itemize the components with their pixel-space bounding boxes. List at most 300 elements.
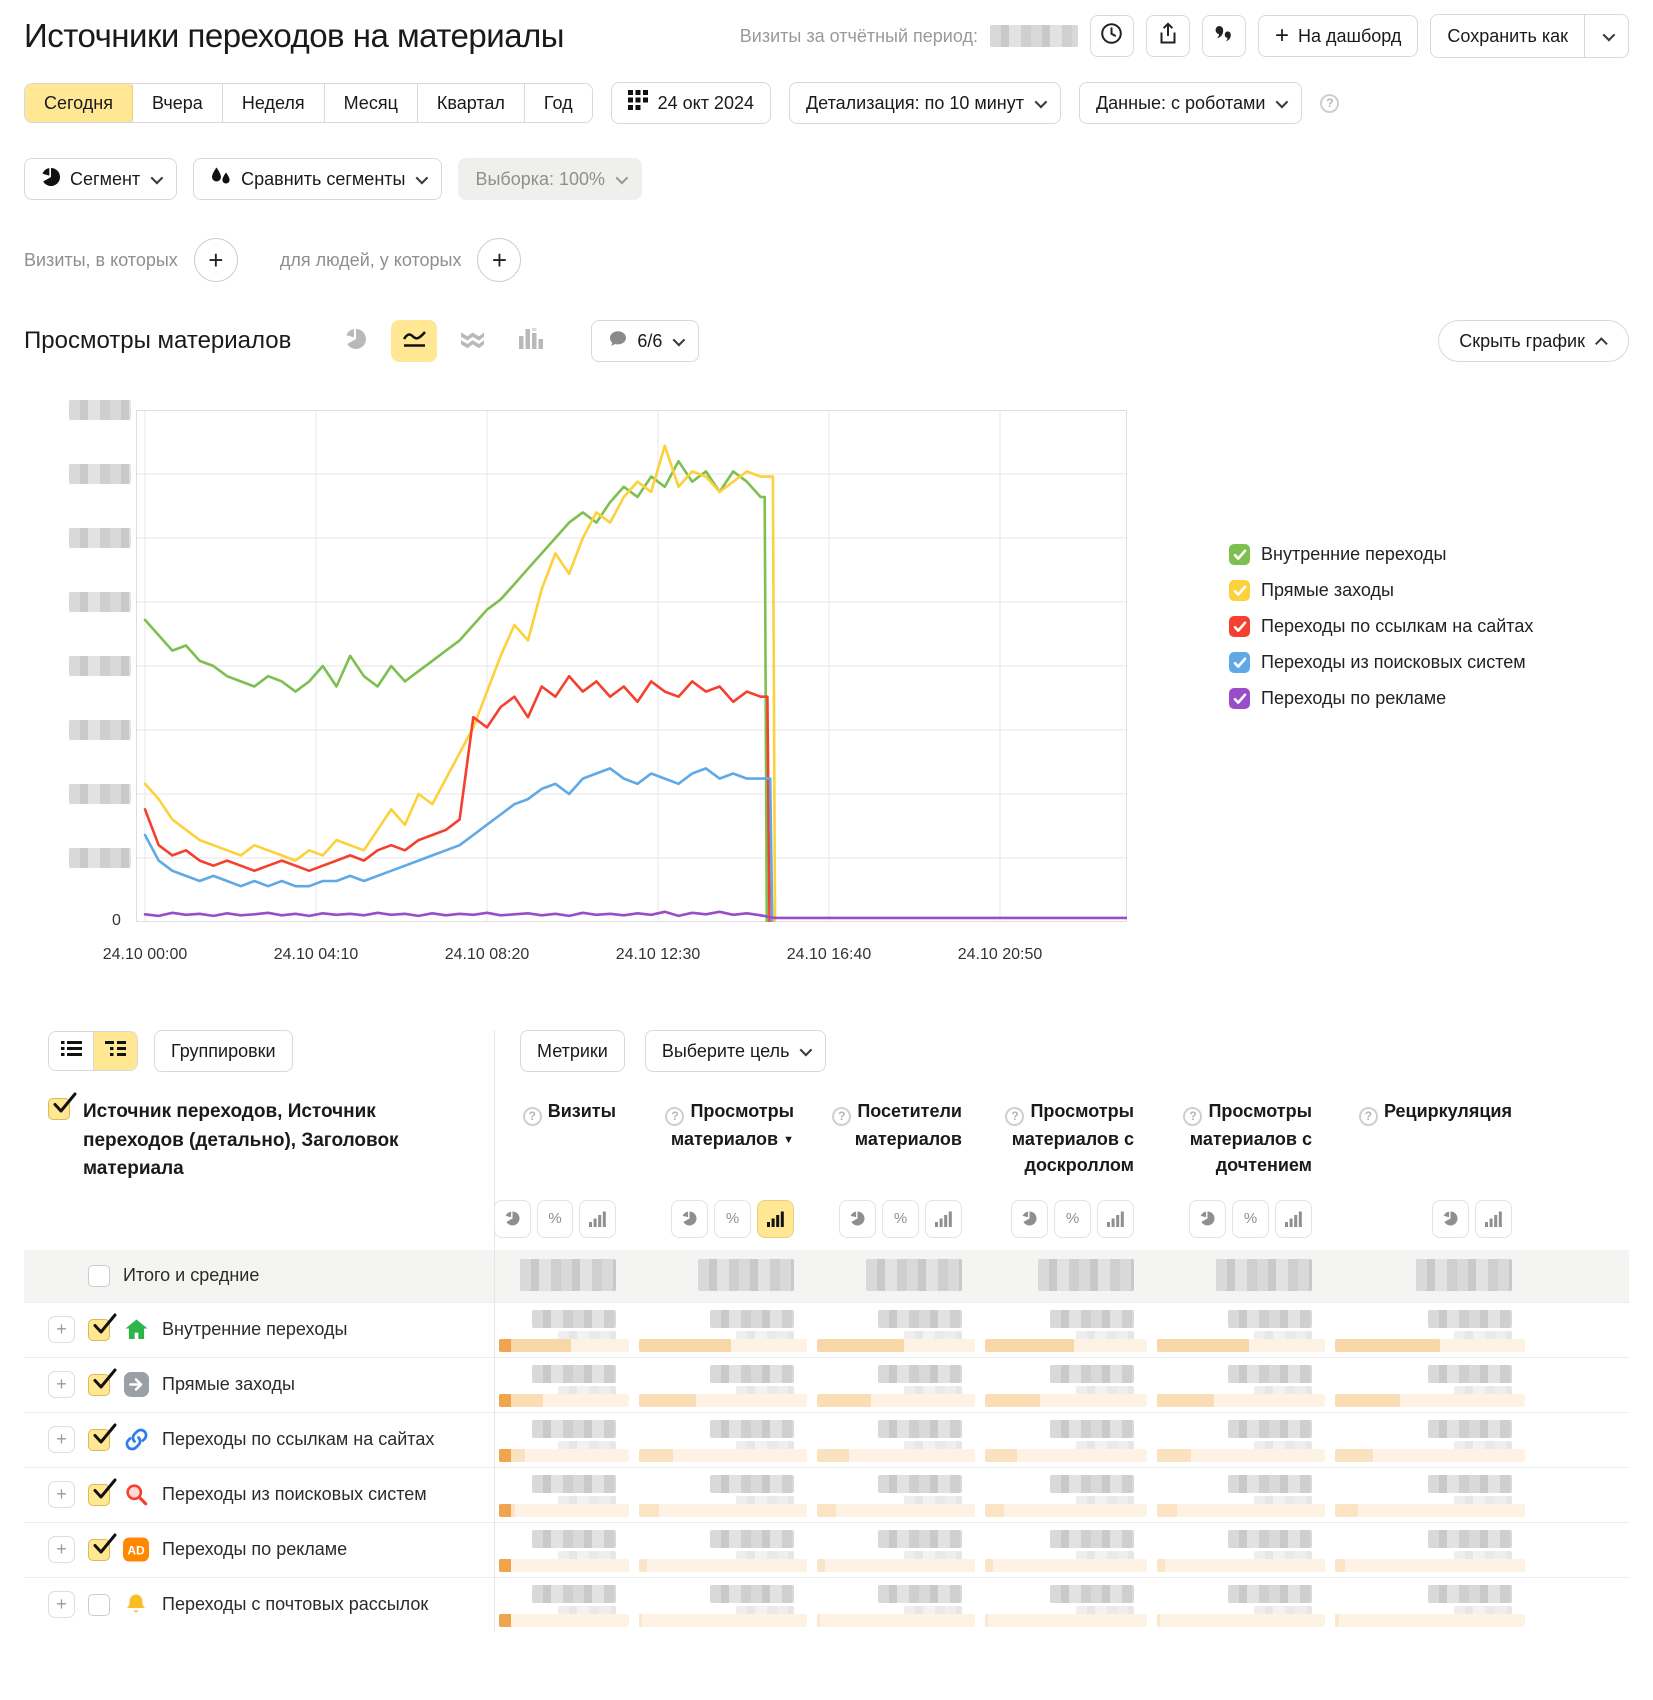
speech-bubble-icon [608,329,628,354]
cell-bar-track [499,1339,629,1352]
blurred-value [1428,1475,1512,1493]
blurred-value [532,1475,616,1493]
blurred-value [878,1420,962,1438]
total-value-cell [1152,1250,1330,1302]
table-header-row [24,1076,1629,1184]
cell-bar-fill [985,1339,1074,1352]
chart-type-pie-button[interactable] [333,320,379,362]
cell-bar-fill [1335,1559,1345,1572]
cell-bar-fill [817,1339,904,1352]
blurred-value [1228,1420,1312,1438]
row-checkbox-checked[interactable] [88,1319,110,1341]
metric-value-cell [1152,1303,1330,1357]
blurred-value [878,1475,962,1493]
tree-view-button[interactable] [93,1032,137,1070]
legend-label: Прямые заходы [1261,580,1394,600]
row-checkbox[interactable] [88,1594,110,1616]
metric-value-cell [812,1413,980,1467]
x-axis-tick-label: 24.10 00:00 [102,946,188,963]
period-tab-Сегодня[interactable] [24,83,133,123]
sampling-dropdown[interactable] [458,158,642,200]
cell-bar-fill [639,1394,696,1407]
expand-row-button[interactable]: + [48,1371,75,1398]
metric-value-cell [494,1413,634,1467]
metric-value-cell [1330,1468,1530,1522]
cell-bar-track [817,1504,975,1517]
metric-value-cell [1152,1413,1330,1467]
row-checkbox-checked[interactable] [88,1429,110,1451]
period-tab-label: Год [543,92,573,113]
quotes-icon [1214,24,1233,49]
expand-row-button[interactable]: + [48,1536,75,1563]
period-tab-Неделя[interactable] [222,84,324,122]
legend-item[interactable] [1229,688,1533,709]
metric-help-icon[interactable]: ? [665,1107,684,1126]
save-as-button[interactable] [1431,15,1584,57]
metric-value-cell [1330,1303,1530,1357]
metric-value-cell [980,1413,1152,1467]
cell-bar-fill [985,1394,1040,1407]
row-label: Переходы по рекламе [162,1539,348,1559]
metric-help-icon[interactable]: ? [1005,1107,1024,1126]
metric-controls [812,1200,980,1238]
line-chart-icon [401,327,428,355]
chart-title: Просмотры материалов [24,327,292,354]
cell-bar-track [817,1449,975,1462]
metric-value-cell [812,1358,980,1412]
report-table [24,1030,1629,1632]
metric-view-percent-button[interactable]: % [1232,1200,1269,1238]
metric-value-cell [812,1578,980,1632]
y-axis-label-blurred [69,528,131,548]
series-line [145,446,775,922]
metric-view-bars-button[interactable] [1475,1200,1512,1238]
line-chart [24,362,1629,982]
blurred-value [1050,1475,1134,1493]
y-axis-label-blurred [69,400,131,420]
save-as-label: Сохранить как [1447,25,1568,46]
chevron-down-icon [151,171,164,184]
cell-bar-fill [1157,1339,1249,1352]
visits-period-label: Визиты за отчётный период: [739,25,978,46]
search-icon [123,1482,149,1508]
save-as-menu-button[interactable] [1584,15,1628,57]
cell-bar-track [639,1504,807,1517]
metric-value-cell [1152,1578,1330,1632]
cell-bar-fill [985,1504,1004,1517]
header-actions [740,14,1629,58]
metric-value-cell [494,1358,634,1412]
cell-bar-fill [1335,1339,1440,1352]
help-icon[interactable]: ? [1320,94,1339,113]
series-line [145,768,772,922]
ad-icon [123,1537,149,1563]
period-row [24,82,1629,124]
cell-bar-cap [499,1449,511,1462]
total-value-cell [634,1250,812,1302]
chevron-up-icon [1595,337,1608,350]
save-as-split-button [1430,14,1629,58]
metric-value-cell [1330,1523,1530,1577]
period-tab-Месяц[interactable] [324,84,417,122]
cell-bar-track [1335,1559,1525,1572]
cell-bar-fill [1157,1614,1160,1627]
cell-bar-fill [985,1449,1017,1462]
y-axis-label-blurred [69,720,131,740]
sort-desc-icon: ▼ [783,1134,794,1147]
row-checkbox-checked[interactable] [88,1484,110,1506]
metric-header-Просмотры[interactable] [980,1076,1152,1184]
x-axis-tick-label: 24.10 12:30 [615,946,701,963]
row-label: Переходы с почтовых рассылок [162,1594,429,1614]
metric-value-cell [980,1523,1152,1577]
period-tab-label: Неделя [241,92,305,113]
svg-text:AD: AD [127,1543,145,1558]
metric-value-cell [980,1303,1152,1357]
cell-bar-track [985,1559,1147,1572]
metric-view-percent-button[interactable]: % [882,1200,919,1238]
metrics-button[interactable] [520,1030,625,1072]
blurred-total-value [520,1259,616,1291]
cell-bar-track [639,1559,807,1572]
metric-view-pie-button[interactable] [1011,1200,1048,1238]
expand-row-button[interactable]: + [48,1426,75,1453]
filter-row [24,238,1629,282]
groupings-button[interactable] [154,1030,293,1072]
blurred-value [1228,1310,1312,1328]
metric-value-cell [1152,1358,1330,1412]
plus-icon: + [1274,22,1289,49]
stacked-area-icon [459,328,486,354]
blurred-value [532,1585,616,1603]
sampling-label: Выборка: 100% [475,168,606,189]
controls-spacer [24,1184,494,1250]
cell-bar-track [499,1559,629,1572]
metric-view-bars-button[interactable] [1275,1200,1312,1238]
expand-row-button[interactable]: + [48,1591,75,1618]
metric-help-icon[interactable]: ? [832,1107,851,1126]
cell-bar-fill [639,1559,647,1572]
period-tabs [24,83,593,123]
blurred-value [1050,1310,1134,1328]
metric-value-cell [634,1303,812,1357]
blurred-value [710,1530,794,1548]
metric-value-cell [980,1358,1152,1412]
cell-bar-track [1157,1559,1325,1572]
blurred-value [1050,1420,1134,1438]
legend-checkbox-checked [1229,580,1250,601]
table-row [24,1250,1629,1302]
y-axis-label-blurred [69,592,131,612]
period-tab-label: Квартал [436,92,505,113]
cell-bar-track [639,1339,807,1352]
metric-view-pie-button[interactable] [671,1200,708,1238]
period-tab-Год[interactable] [524,84,592,122]
metric-header-label: Просмотры материалов с доскроллом [1011,1101,1134,1176]
metric-value-cell [634,1523,812,1577]
goal-label: Выберите цель [661,1040,790,1061]
droplets-icon [210,166,232,192]
legend-item[interactable] [1229,652,1533,673]
cell-bar-fill [1335,1504,1358,1517]
cell-bar-fill [639,1339,731,1352]
total-value-cell [1330,1250,1530,1302]
period-tab-Квартал[interactable] [417,84,524,122]
metric-controls [1330,1200,1530,1238]
blurred-value [1228,1475,1312,1493]
cell-bar-track [1157,1504,1325,1517]
legend-checkbox-checked [1229,616,1250,637]
direct-arrow-icon [123,1372,149,1398]
blurred-total-value [1038,1259,1134,1291]
compare-segments-label: Сравнить сегменты [241,168,406,189]
blurred-value [878,1365,962,1383]
cell-bar-track [817,1614,975,1627]
detail-dropdown[interactable] [789,82,1061,124]
cell-bar-fill [639,1449,673,1462]
cell-bar-cap [499,1394,511,1407]
metric-view-bars-button[interactable] [1097,1200,1134,1238]
legend-checkbox-checked [1229,544,1250,565]
annotations-counter: 6/6 [637,330,663,351]
date-picker-button[interactable] [611,82,771,124]
y-axis-zero-label: 0 [112,912,121,929]
cell-bar-track [639,1614,807,1627]
blurred-value [532,1530,616,1548]
metric-header-Визиты[interactable] [494,1076,634,1184]
metric-help-icon[interactable]: ? [1359,1107,1378,1126]
metrics-label: Метрики [537,1040,608,1061]
segment-row [24,158,1629,200]
export-icon [1158,22,1178,50]
cell-bar-track [639,1449,807,1462]
flat-list-view-button[interactable] [49,1032,93,1070]
add-visit-filter-button[interactable]: + [194,238,238,282]
blurred-value [532,1310,616,1328]
legend-checkbox-checked [1229,652,1250,673]
cell-bar-track [817,1559,975,1572]
cell-bar-fill [817,1449,849,1462]
segment-dropdown[interactable] [24,158,177,200]
chevron-down-icon [673,333,686,346]
x-axis-tick-label: 24.10 04:10 [273,946,359,963]
metric-value-cell [634,1413,812,1467]
metric-value-cell [494,1468,634,1522]
cell-bar-cap [499,1614,511,1627]
row-dimension-cell [24,1358,494,1412]
legend-item[interactable] [1229,544,1533,565]
blurred-value [878,1530,962,1548]
cell-bar-track [985,1504,1147,1517]
legend-checkbox-checked [1229,688,1250,709]
chart-type-line-button[interactable] [391,320,437,362]
blurred-value [1228,1585,1312,1603]
goal-dropdown[interactable] [645,1030,827,1072]
metric-header-label: Просмотры материалов [670,1101,794,1150]
pie-chart-icon [344,327,368,356]
metric-header-Просмотры[interactable] [634,1076,812,1184]
total-value-cell [980,1250,1152,1302]
metric-value-cell [812,1468,980,1522]
blurred-value [878,1310,962,1328]
export-button[interactable] [1146,15,1190,57]
cell-bar-fill [817,1614,820,1627]
metric-value-cell [812,1303,980,1357]
chart-legend [1229,544,1533,709]
cell-bar-track [817,1394,975,1407]
series-line [145,461,767,922]
pie-icon [41,167,61,192]
cell-bar-track [1157,1614,1325,1627]
metric-view-bars-button[interactable] [757,1200,794,1238]
add-people-filter-button[interactable]: + [477,238,521,282]
x-axis-tick-label: 24.10 08:20 [444,946,530,963]
cell-bar-fill [1335,1614,1339,1627]
table-view-toggle [48,1031,138,1071]
table-row [24,1577,1629,1632]
legend-item[interactable] [1229,616,1533,637]
row-dimension-cell [24,1468,494,1522]
cell-bar-track [1335,1394,1525,1407]
cell-bar-fill [1335,1394,1400,1407]
metric-view-pie-button[interactable] [1432,1200,1469,1238]
table-row [24,1467,1629,1522]
report-header [24,14,1629,58]
blurred-value [532,1365,616,1383]
series-line [145,912,1127,918]
y-axis-label-blurred [69,848,131,868]
hide-chart-button[interactable] [1438,320,1629,362]
blurred-value [710,1310,794,1328]
blurred-value [532,1420,616,1438]
chevron-down-icon [1035,95,1048,108]
annotations-dropdown[interactable] [591,320,699,362]
metric-help-icon[interactable]: ? [523,1107,542,1126]
segment-label: Сегмент [70,168,141,189]
metric-view-bars-button[interactable] [925,1200,962,1238]
blurred-value [710,1365,794,1383]
row-checkbox-checked[interactable] [88,1374,110,1396]
bell-icon [123,1592,149,1618]
metric-value-cell [1330,1578,1530,1632]
metric-controls [980,1200,1152,1238]
chart-type-stacked-button[interactable] [449,320,495,362]
total-value-cell [812,1250,980,1302]
expand-row-button[interactable]: + [48,1481,75,1508]
history-button[interactable] [1090,15,1134,57]
metric-header-label: Визиты [547,1101,616,1121]
metric-value-cell [634,1578,812,1632]
visits-filter-label: Визиты, в которых [24,249,178,270]
cell-bar-track [985,1339,1147,1352]
cell-bar-cap [499,1504,511,1517]
cell-bar-fill [1335,1449,1373,1462]
metric-value-cell [494,1303,634,1357]
metric-header-label: Рециркуляция [1383,1101,1512,1121]
metric-view-pie-button[interactable] [839,1200,876,1238]
metric-header-Просмотры[interactable] [1152,1076,1330,1184]
cell-bar-track [1157,1394,1325,1407]
metric-view-bars-button[interactable] [579,1200,616,1238]
legend-label: Переходы по ссылкам на сайтах [1261,616,1534,636]
cell-bar-track [985,1449,1147,1462]
blurred-value [710,1475,794,1493]
blurred-value [710,1420,794,1438]
people-filter-label: для людей, у которых [279,249,462,270]
row-checkbox[interactable] [88,1265,110,1287]
dimension-header-cell [24,1076,494,1184]
page-title: Источники переходов на материалы [24,17,565,54]
cell-bar-fill [817,1394,871,1407]
chart-plot-area[interactable] [136,410,1127,922]
blurred-value [878,1585,962,1603]
metric-value-cell [980,1468,1152,1522]
add-to-dashboard-button[interactable] [1258,15,1418,57]
select-all-checkbox[interactable] [48,1098,70,1120]
metric-value-cell [634,1358,812,1412]
cell-bar-track [499,1394,629,1407]
table-row [24,1302,1629,1357]
chevron-down-icon [1276,95,1289,108]
cell-bar-track [985,1394,1147,1407]
table-body [24,1250,1629,1632]
comments-button[interactable] [1202,15,1246,57]
metric-help-icon[interactable]: ? [1183,1107,1202,1126]
table-controls-row [24,1184,1629,1250]
row-checkbox-checked[interactable] [88,1539,110,1561]
x-axis-tick-label: 24.10 16:40 [786,946,872,963]
chart-header [24,320,1629,362]
column-chart-icon [518,327,543,355]
period-tab-label: Сегодня [44,92,113,113]
metric-view-pie-button[interactable] [494,1200,531,1238]
cell-bar-track [1335,1449,1525,1462]
expand-row-button[interactable]: + [48,1316,75,1343]
metric-header-label: Просмотры материалов с дочтением [1189,1101,1312,1176]
metric-value-cell [1152,1523,1330,1577]
metric-view-percent-button[interactable]: % [714,1200,751,1238]
metric-view-percent-button[interactable]: % [537,1200,574,1238]
period-tab-Вчера[interactable] [132,84,222,122]
groupings-label: Группировки [171,1040,276,1061]
period-tab-label: Вчера [152,92,203,113]
period-tab-label: Месяц [343,92,398,113]
x-axis-tick-label: 24.10 20:50 [957,946,1043,963]
metric-view-pie-button[interactable] [1189,1200,1226,1238]
blurred-total-value [1216,1259,1312,1291]
chart-type-columns-button[interactable] [507,320,553,362]
metric-value-cell [1330,1413,1530,1467]
add-to-dashboard-label: На дашборд [1298,25,1402,46]
row-dimension-cell [24,1523,494,1577]
metric-header-Посетители[interactable] [812,1076,980,1184]
metric-header-Рециркуляция[interactable] [1330,1076,1530,1184]
date-picker-label: 24 окт 2024 [657,92,754,113]
cell-bar-track [499,1614,629,1627]
row-dimension-cell [24,1578,494,1632]
blurred-value [1050,1365,1134,1383]
table-row [24,1522,1629,1577]
legend-item[interactable] [1229,580,1533,601]
metric-view-percent-button[interactable]: % [1054,1200,1091,1238]
blurred-value [710,1585,794,1603]
cell-bar-track [639,1394,807,1407]
compare-segments-dropdown[interactable] [193,158,442,200]
legend-label: Внутренние переходы [1261,544,1447,564]
chevron-down-icon [800,1043,813,1056]
data-mode-dropdown[interactable] [1079,82,1302,124]
cell-bar-fill [639,1614,642,1627]
